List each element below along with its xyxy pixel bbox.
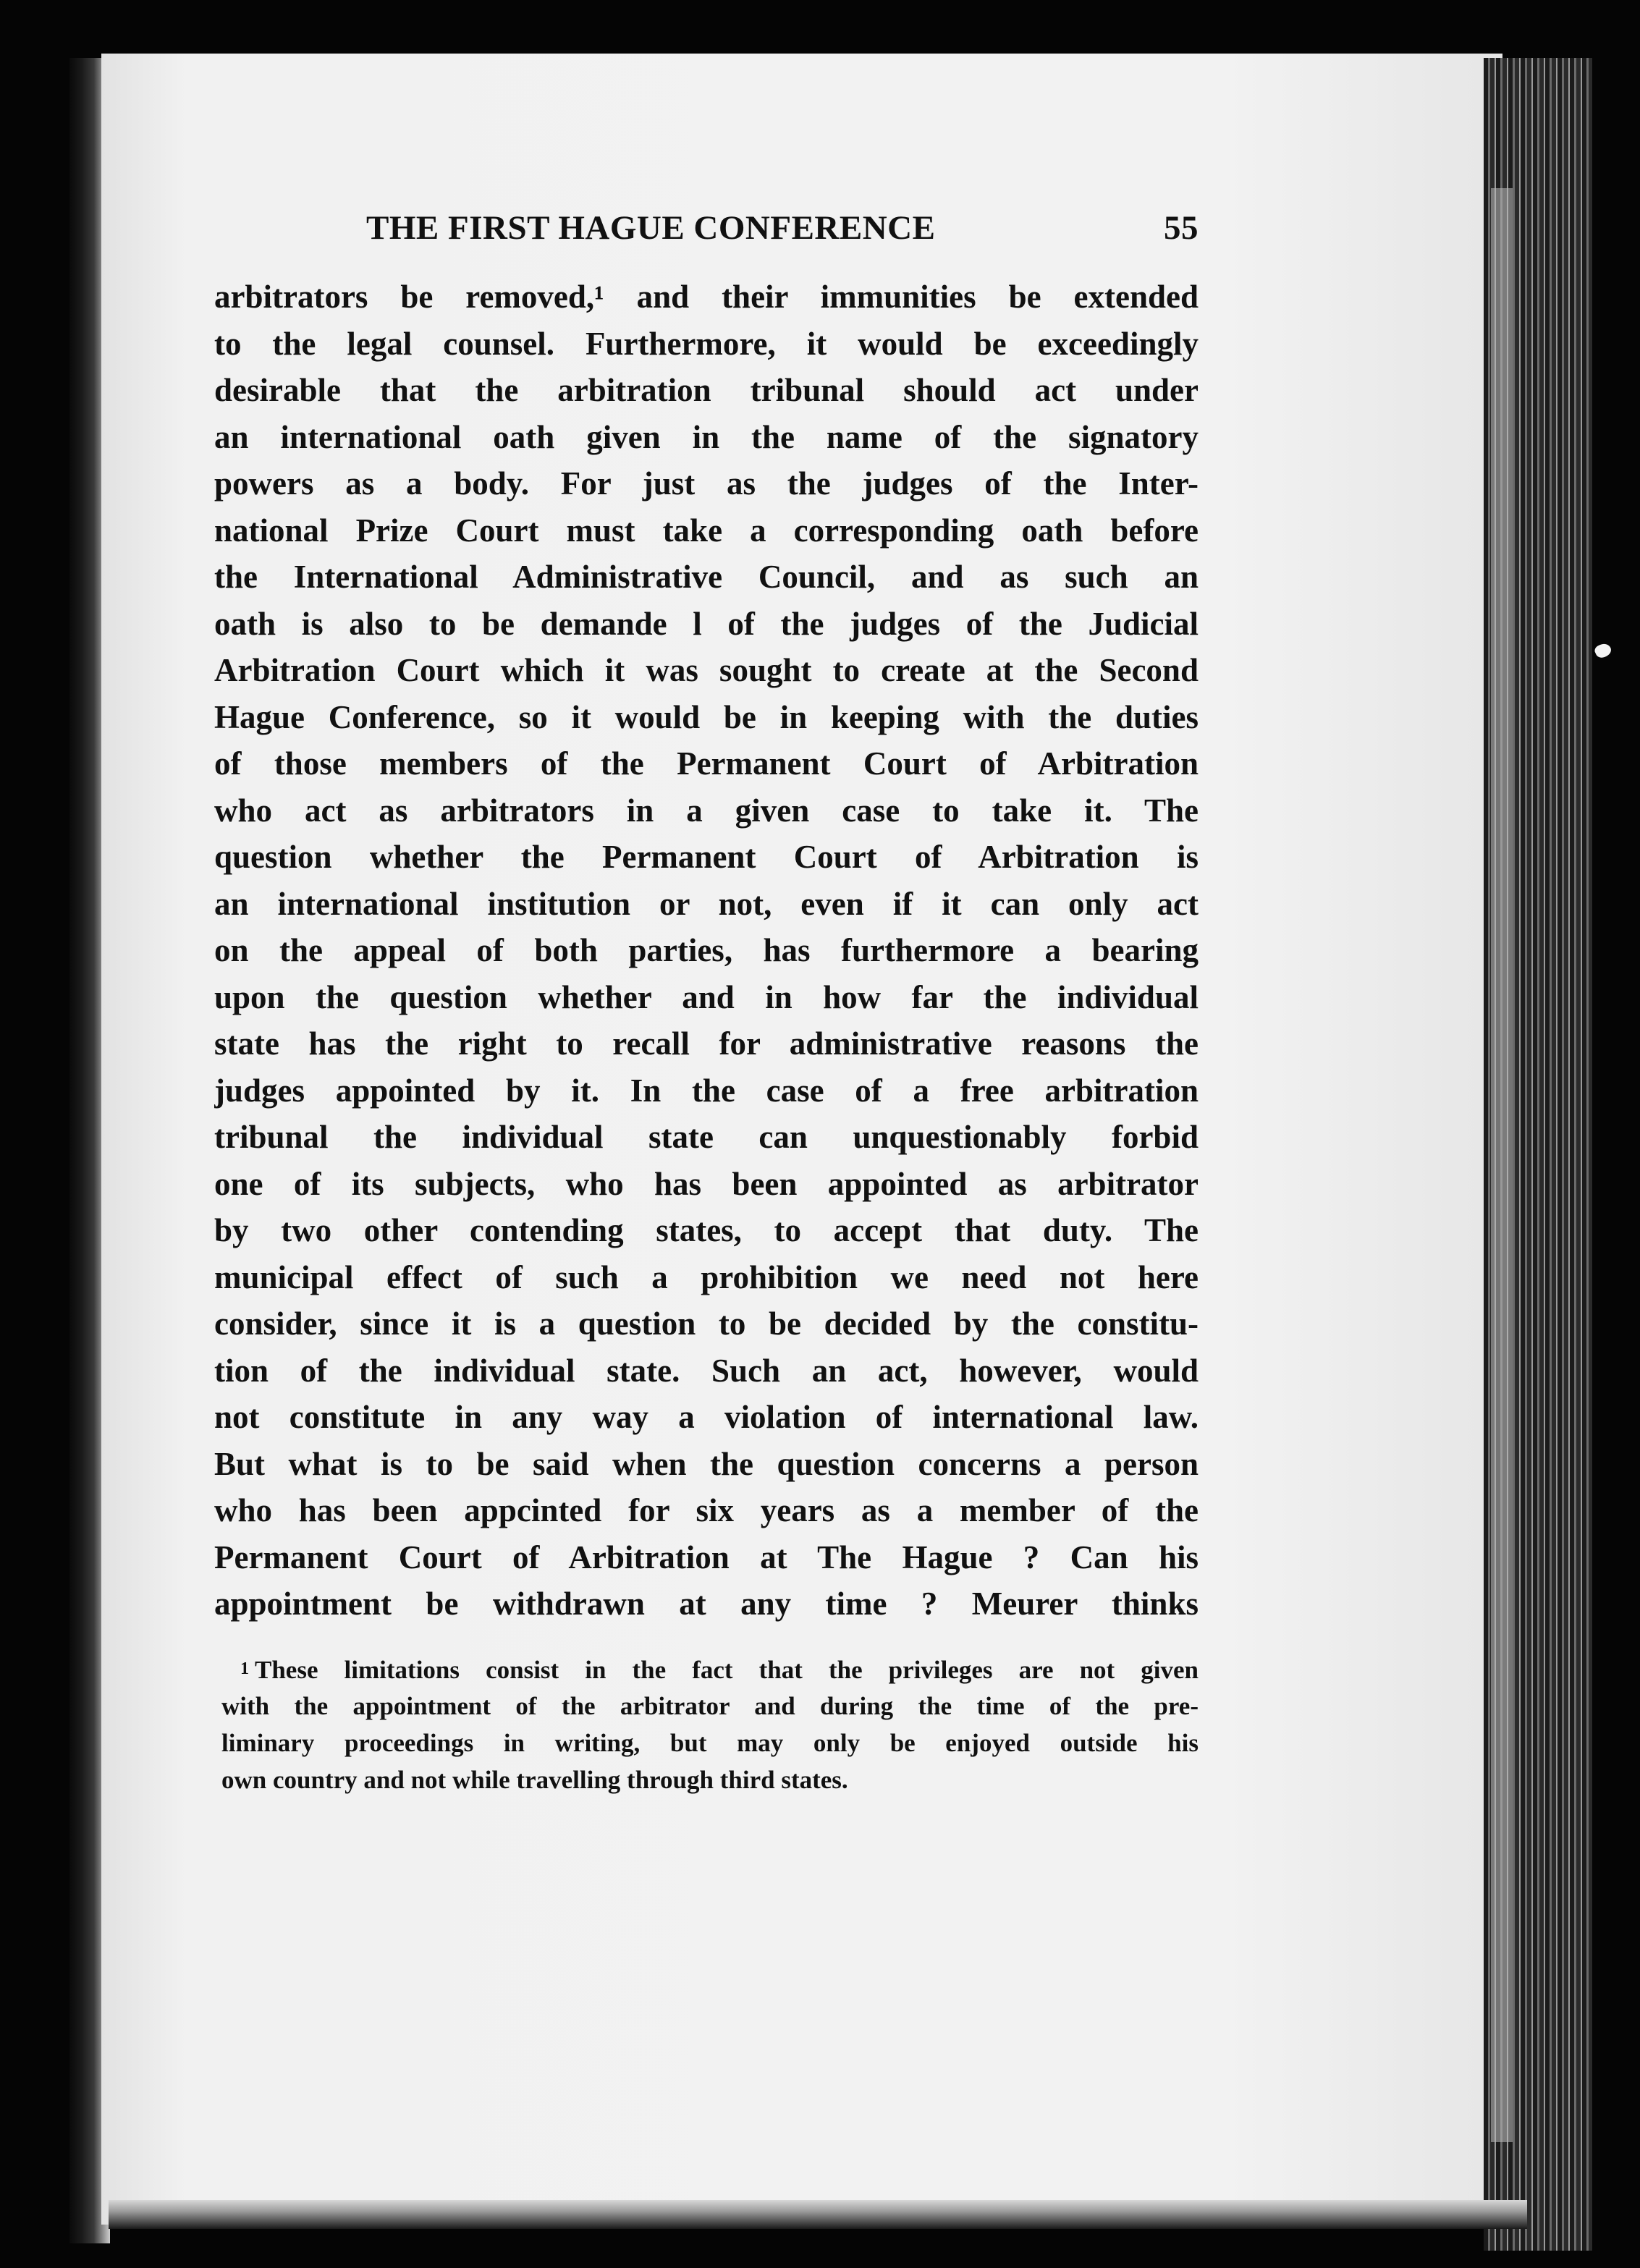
- footnote-line: own country and not while travelling through third states.: [221, 1765, 848, 1794]
- text-line: appointment be withdrawn at any time ? Meurer thinks: [214, 1586, 1199, 1622]
- running-head-title: THE FIRST HAGUE CONFERENCE: [366, 209, 936, 247]
- footnote-line: with the appointment of the arbitrator and during the time of the pre-: [221, 1691, 1199, 1720]
- text-line: consider, since it is a question to be decided by the constitu-: [214, 1306, 1199, 1342]
- text-line: judges appointed by it. In the case of a free arbitration: [214, 1072, 1199, 1109]
- text-line: the International Administrative Council, and as such an: [214, 559, 1199, 595]
- footnote: [214, 1651, 1199, 1798]
- text-line: who act as arbitrators in a given case to take it. The: [214, 792, 1199, 829]
- text-line: But what is to be said when the question concerns a person: [214, 1445, 1199, 1482]
- text-line: one of its subjects, who has been appointed as arbitrator: [214, 1165, 1199, 1202]
- text-line: tion of the individual state. Such an act, however, would: [214, 1352, 1199, 1389]
- text-line: of those members of the Permanent Court of Arbitration: [214, 745, 1199, 782]
- text-line: question whether the Permanent Court of Arbitration is: [214, 839, 1199, 875]
- text-line: Hague Conference, so it would be in keeping with the duties: [214, 698, 1199, 735]
- body-text: [214, 274, 1199, 1628]
- footnote-marker: 1: [240, 1659, 249, 1678]
- footnote-line: liminary proceedings in writing, but may only be enjoyed outside his: [221, 1728, 1199, 1757]
- text-line: on the appeal of both parties, has furthermore a bearing: [214, 932, 1199, 968]
- text-line: oath is also to be demande l of the judges of the Judicial: [214, 605, 1199, 642]
- text-line: who has been appcinted for six years as a member of the: [214, 1492, 1199, 1528]
- text-line: arbitrators be removed,¹ and their immunities be extended: [214, 279, 1199, 315]
- footnote-text: These limitations consist in the fact that the privileges are not given: [255, 1655, 1199, 1684]
- running-head: [214, 203, 1199, 253]
- text-line: by two other contending states, to accept that duty. The: [214, 1212, 1199, 1248]
- text-line: Permanent Court of Arbitration at The Hague ? Can his: [214, 1539, 1199, 1575]
- book-bottom-edge: [109, 2200, 1527, 2229]
- text-line: powers as a body. For just as the judges of the Inter-: [214, 465, 1199, 502]
- paper-speck: [1593, 641, 1613, 660]
- text-line: upon the question whether and in how far the individual: [214, 978, 1199, 1015]
- text-line: to the legal counsel. Furthermore, it would be exceedingly: [214, 325, 1199, 362]
- text-line: not constitute in any way a violation of international law.: [214, 1399, 1199, 1435]
- text-line: an international institution or not, even if it can only act: [214, 885, 1199, 922]
- page-number: 55: [1164, 209, 1199, 247]
- text-line: Arbitration Court which it was sought to create at the Second: [214, 652, 1199, 688]
- text-line: municipal effect of such a prohibition we need not here: [214, 1258, 1199, 1295]
- page-text: [214, 203, 1199, 1798]
- text-line: an international oath given in the name of the signatory: [214, 418, 1199, 455]
- text-line: desirable that the arbitration tribunal should act under: [214, 372, 1199, 408]
- text-line: national Prize Court must take a corresponding oath before: [214, 512, 1199, 549]
- text-line: state has the right to recall for administrative reasons the: [214, 1025, 1199, 1062]
- footnote-line-first: [221, 1651, 1199, 1688]
- text-line: tribunal the individual state can unquestionably forbid: [214, 1119, 1199, 1155]
- book-fore-edge-highlight: [1491, 188, 1513, 2142]
